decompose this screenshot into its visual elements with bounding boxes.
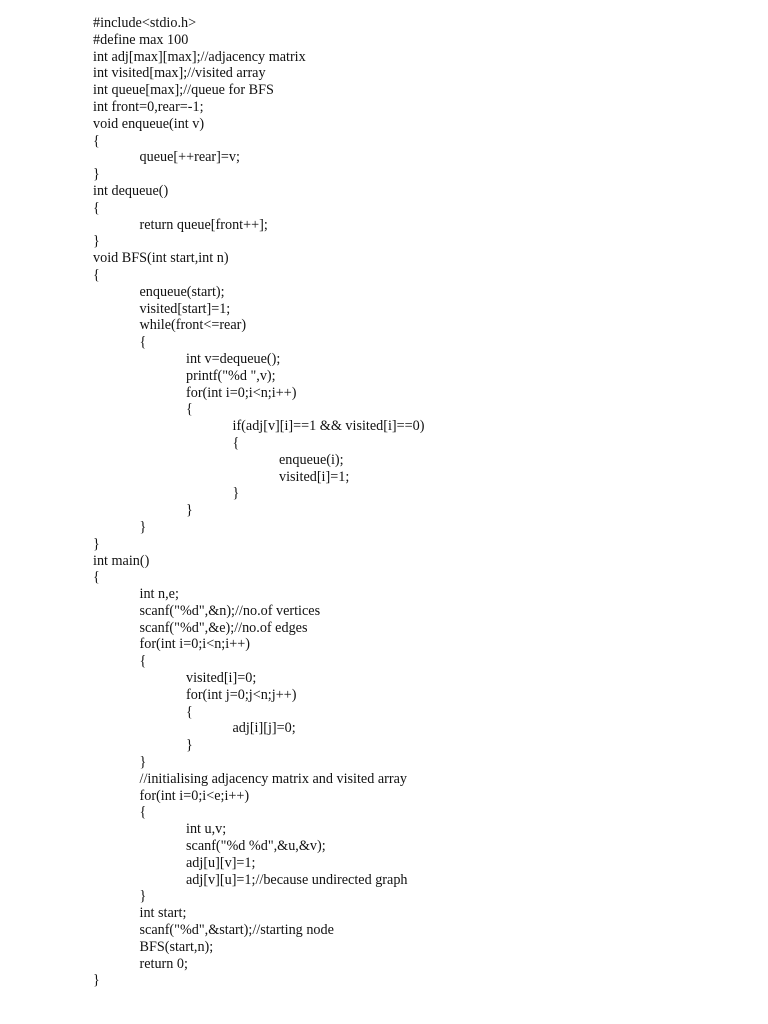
code-line: if(adj[v][i]==1 && visited[i]==0) [232,418,425,435]
code-line: adj[v][u]=1;//because undirected graph [186,871,408,888]
code-line: //initialising adjacency matrix and visited array [139,770,408,787]
code-line: { [93,132,100,149]
code-line: int start; [139,905,187,922]
code-line: int main() [93,552,150,569]
code-line: adj[i][j]=0; [232,720,296,737]
code-line: int visited[max];//visited array [93,65,266,82]
code-line: scanf("%d",&n);//no.of vertices [139,602,321,619]
code-line: scanf("%d %d",&u,&v); [186,838,326,855]
code-line: enqueue(start); [139,283,225,300]
code-line: } [139,754,147,771]
code-line: void BFS(int start,int n) [93,250,229,267]
code-line: int u,v; [186,821,227,838]
code-line: { [139,804,147,821]
code-line: BFS(start,n); [139,938,214,955]
code-line: #include<stdio.h> [93,15,197,31]
code-line: visited[start]=1; [139,300,231,317]
code-line: #define max 100 [93,31,189,48]
code-line: } [186,502,193,519]
code-line: int n,e; [139,586,179,603]
code-block [93,15,733,989]
code-line: for(int i=0;i<n;i++) [186,384,297,401]
code-line: { [93,569,100,586]
code-line: printf("%d ",v); [186,367,276,384]
code-line: } [93,972,100,989]
code-line: int adj[max][max];//adjacency matrix [93,48,306,65]
code-line: } [93,535,100,552]
code-line: void enqueue(int v) [93,115,205,132]
code-line: { [139,334,147,351]
code-line: return 0; [139,955,188,972]
code-line: { [186,703,193,720]
code-line: } [93,166,100,183]
code-line: { [139,653,147,670]
code-line: } [186,737,193,754]
code-line: for(int i=0;i<n;i++) [139,636,250,653]
code-line: int dequeue() [93,182,169,199]
code-line: { [232,434,240,451]
code-line: for(int i=0;i<e;i++) [139,787,250,804]
code-line: while(front<=rear) [139,317,247,334]
code-line: } [139,518,147,535]
code-line: } [93,233,100,250]
code-line: adj[u][v]=1; [186,854,256,871]
code-line: scanf("%d",&start);//starting node [139,922,334,939]
code-line: return queue[front++]; [139,216,268,233]
code-line: int queue[max];//queue for BFS [93,82,274,99]
code-line: } [232,485,240,502]
code-line: visited[i]=0; [186,670,257,687]
code-line: } [139,888,147,905]
code-line: scanf("%d",&e);//no.of edges [139,619,308,636]
code-line: int v=dequeue(); [186,350,281,367]
code-line: for(int j=0;j<n;j++) [186,686,297,703]
code-line: { [93,266,100,283]
code-line: { [186,401,193,418]
code-line: int front=0,rear=-1; [93,98,204,115]
code-line: enqueue(i); [279,451,344,468]
code-line: { [93,199,100,216]
code-line: queue[++rear]=v; [139,149,240,166]
code-line: visited[i]=1; [279,468,350,485]
